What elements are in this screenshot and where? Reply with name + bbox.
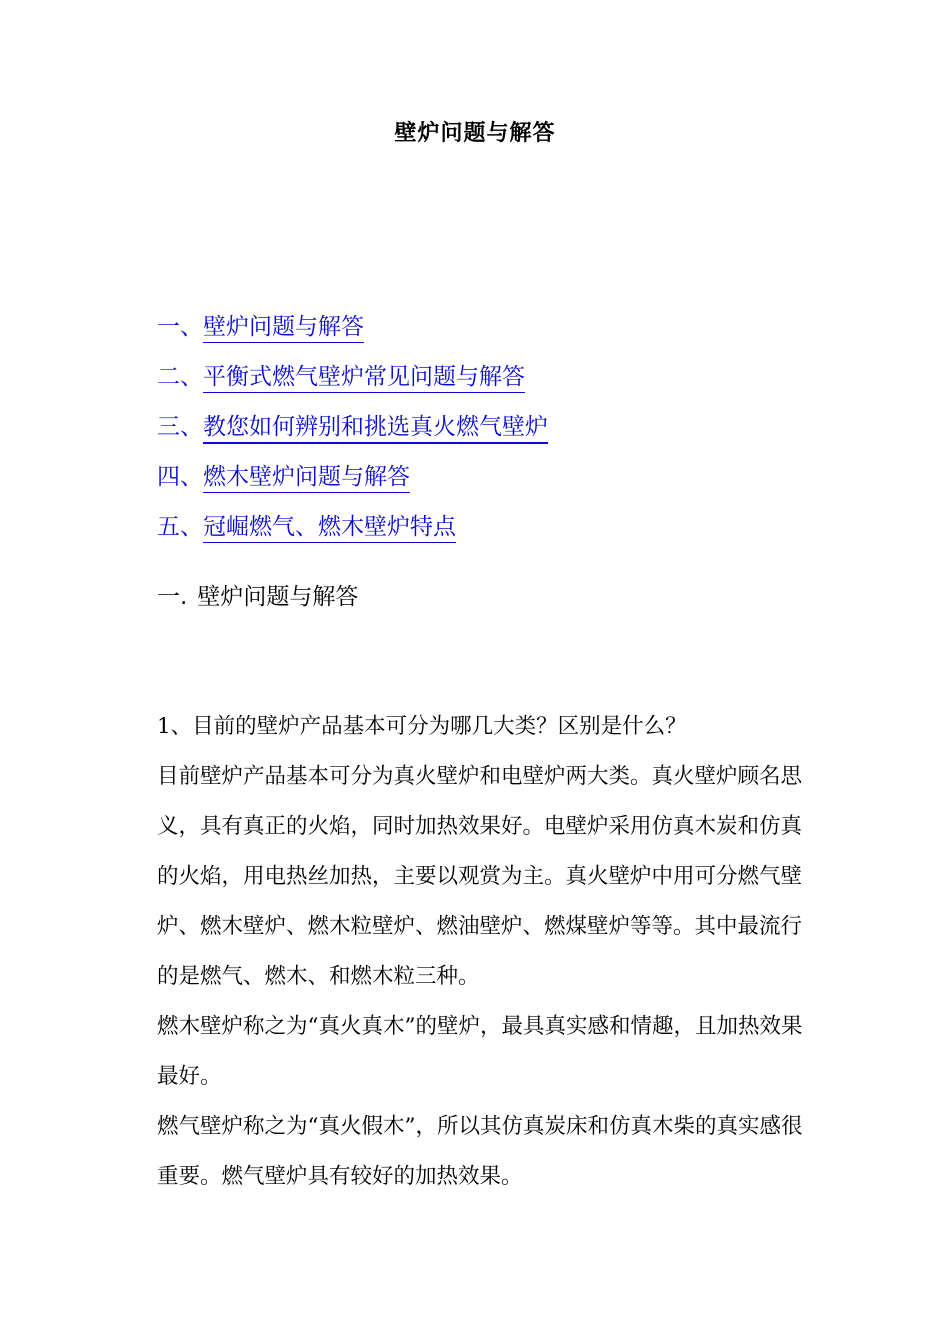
section-heading (157, 579, 358, 615)
toc-item-1 (157, 309, 548, 359)
question-1: 1、目前的壁炉产品基本可分为哪几大类？区别是什么？ (157, 714, 687, 739)
toc-link-5[interactable]: 冠崛燃气、燃木壁炉特点 (203, 514, 456, 543)
document-title: 壁炉问题与解答 (394, 120, 556, 146)
toc-item-5 (157, 509, 548, 559)
table-of-contents (157, 309, 548, 559)
section-title: 壁炉问题与解答 (197, 584, 359, 610)
answer-1: 目前壁炉产品基本可分为真火壁炉和电壁炉两大类。真火壁炉顾名思义，具有真正的火焰，同时加热效果好。电壁炉采用仿真木炭和仿真的火焰，用电热丝加热，主要以观赏为主。真火壁炉中用可分燃气壁炉、燃木壁炉、燃木粒壁炉、燃油壁炉、燃煤壁炉等等。其中最流行的是燃气、燃木、和燃木粒三种。 (157, 764, 803, 989)
toc-item-number: 三、 (157, 414, 203, 440)
toc-item-number: 二、 (157, 364, 203, 390)
toc-item-4 (157, 459, 548, 509)
section-number: 一. (157, 584, 188, 610)
body-text (157, 702, 807, 1202)
paragraph-wood-fireplace: 燃木壁炉称之为“真火真木”的壁炉，最具真实感和情趣，且加热效果最好。 (157, 1014, 803, 1089)
toc-item-number: 一、 (157, 314, 203, 340)
toc-link-3[interactable]: 教您如何辨别和挑选真火燃气壁炉 (203, 414, 548, 444)
paragraph-gas-fireplace: 燃气壁炉称之为“真火假木”，所以其仿真炭床和仿真木柴的真实感很重要。燃气壁炉具有较好的加热效果。 (157, 1114, 803, 1189)
toc-item-2 (157, 359, 548, 409)
toc-link-2[interactable]: 平衡式燃气壁炉常见问题与解答 (203, 364, 525, 393)
toc-item-3 (157, 409, 548, 459)
toc-link-4[interactable]: 燃木壁炉问题与解答 (203, 464, 410, 493)
toc-item-number: 四、 (157, 464, 203, 490)
toc-link-1[interactable]: 壁炉问题与解答 (203, 314, 364, 343)
toc-item-number: 五、 (157, 514, 203, 540)
